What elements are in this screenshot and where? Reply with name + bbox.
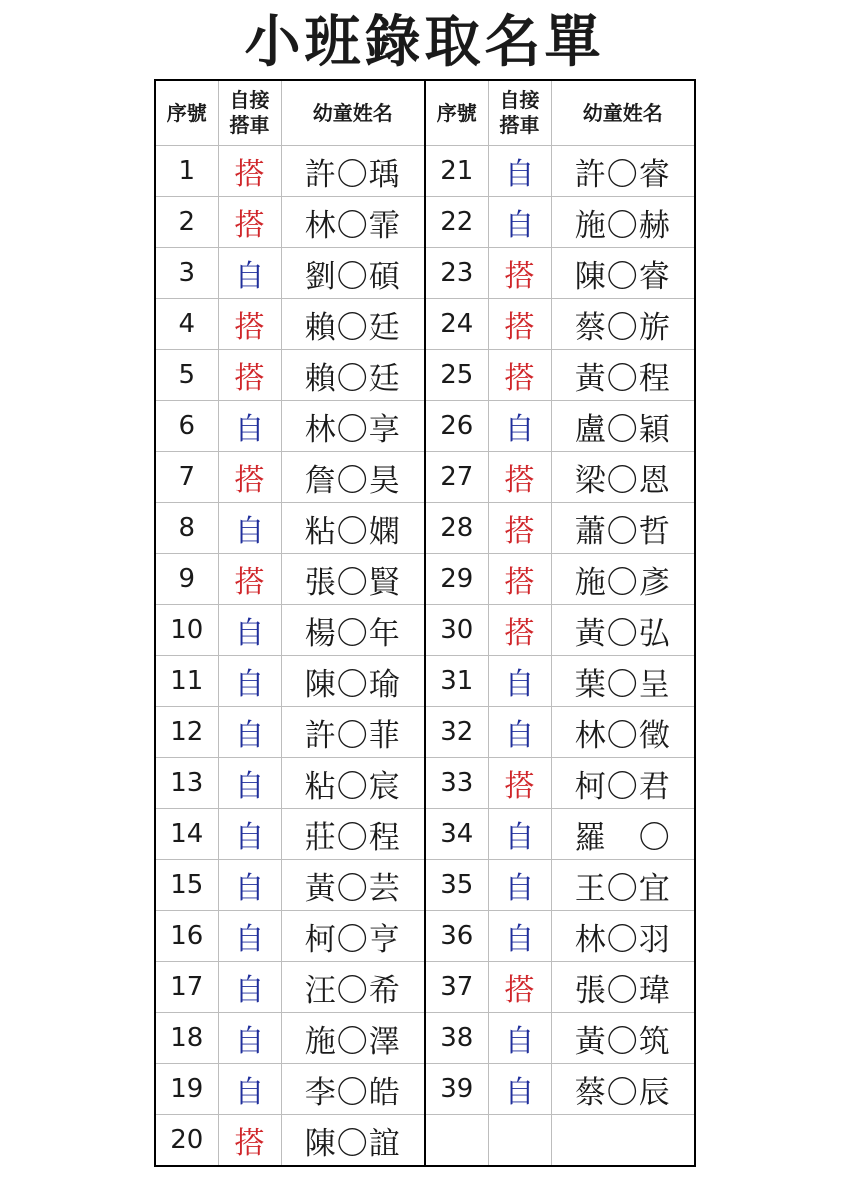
table-row — [155, 809, 695, 860]
left-child-name: 莊〇程 — [281, 809, 425, 860]
left-serial-number: 14 — [155, 809, 218, 860]
right-pickup-mode: 搭 — [488, 554, 551, 605]
right-child-name: 蔡〇旂 — [551, 299, 695, 350]
right-serial-number: 22 — [425, 197, 488, 248]
table-row — [155, 503, 695, 554]
table-row — [155, 248, 695, 299]
left-serial-number: 9 — [155, 554, 218, 605]
right-pickup-mode: 自 — [488, 401, 551, 452]
left-serial-number: 1 — [155, 146, 218, 197]
left-pickup-mode: 自 — [218, 707, 281, 758]
left-child-name: 陳〇瑜 — [281, 656, 425, 707]
right-pickup-mode: 自 — [488, 656, 551, 707]
right-pickup-mode: 搭 — [488, 299, 551, 350]
left-pickup-mode: 自 — [218, 809, 281, 860]
right-child-name: 林〇徵 — [551, 707, 695, 758]
left-child-name: 粘〇嫻 — [281, 503, 425, 554]
right-serial-number: 30 — [425, 605, 488, 656]
left-pickup-mode: 自 — [218, 503, 281, 554]
right-child-name: 蕭〇哲 — [551, 503, 695, 554]
right-pickup-mode: 搭 — [488, 503, 551, 554]
right-serial-number: 26 — [425, 401, 488, 452]
table-row — [155, 1064, 695, 1115]
left-serial-number: 8 — [155, 503, 218, 554]
right-serial-number: 24 — [425, 299, 488, 350]
right-pickup-mode — [488, 1115, 551, 1167]
right-pickup-mode: 搭 — [488, 452, 551, 503]
right-pickup-mode: 搭 — [488, 605, 551, 656]
right-serial-number: 23 — [425, 248, 488, 299]
table-row — [155, 452, 695, 503]
right-child-name: 蔡〇辰 — [551, 1064, 695, 1115]
table-row — [155, 299, 695, 350]
left-serial-number: 5 — [155, 350, 218, 401]
right-pickup-mode: 自 — [488, 1064, 551, 1115]
left-serial-number: 7 — [155, 452, 218, 503]
right-child-name — [551, 1115, 695, 1167]
left-serial-number: 17 — [155, 962, 218, 1013]
right-serial-number — [425, 1115, 488, 1167]
table-row — [155, 707, 695, 758]
left-child-name: 賴〇廷 — [281, 350, 425, 401]
header-mode — [218, 80, 281, 146]
right-serial-number: 36 — [425, 911, 488, 962]
right-child-name: 張〇瑋 — [551, 962, 695, 1013]
right-child-name: 施〇彥 — [551, 554, 695, 605]
left-child-name: 林〇享 — [281, 401, 425, 452]
right-child-name: 許〇睿 — [551, 146, 695, 197]
left-serial-number: 16 — [155, 911, 218, 962]
left-pickup-mode: 自 — [218, 962, 281, 1013]
table-row — [155, 401, 695, 452]
table-row — [155, 146, 695, 197]
table-row — [155, 197, 695, 248]
right-pickup-mode: 自 — [488, 707, 551, 758]
right-child-name: 盧〇穎 — [551, 401, 695, 452]
left-pickup-mode: 自 — [218, 1064, 281, 1115]
table-row — [155, 605, 695, 656]
left-pickup-mode: 自 — [218, 860, 281, 911]
right-serial-number: 35 — [425, 860, 488, 911]
table-row — [155, 758, 695, 809]
right-serial-number: 33 — [425, 758, 488, 809]
left-pickup-mode: 搭 — [218, 452, 281, 503]
left-pickup-mode: 自 — [218, 911, 281, 962]
right-pickup-mode: 自 — [488, 860, 551, 911]
table-row — [155, 554, 695, 605]
right-child-name: 林〇羽 — [551, 911, 695, 962]
left-child-name: 劉〇碩 — [281, 248, 425, 299]
left-pickup-mode: 搭 — [218, 299, 281, 350]
header-mode-line1: 自接 — [229, 88, 270, 112]
header-mode-line1: 自接 — [499, 88, 540, 112]
right-serial-number: 38 — [425, 1013, 488, 1064]
right-serial-number: 25 — [425, 350, 488, 401]
left-pickup-mode: 搭 — [218, 554, 281, 605]
left-child-name: 施〇澤 — [281, 1013, 425, 1064]
left-child-name: 楊〇年 — [281, 605, 425, 656]
left-serial-number: 11 — [155, 656, 218, 707]
right-serial-number: 37 — [425, 962, 488, 1013]
left-child-name: 林〇霏 — [281, 197, 425, 248]
left-serial-number: 18 — [155, 1013, 218, 1064]
right-serial-number: 34 — [425, 809, 488, 860]
left-serial-number: 13 — [155, 758, 218, 809]
left-child-name: 賴〇廷 — [281, 299, 425, 350]
left-child-name: 許〇菲 — [281, 707, 425, 758]
header-name: 幼童姓名 — [281, 80, 425, 146]
table-row — [155, 1115, 695, 1167]
right-pickup-mode: 搭 — [488, 350, 551, 401]
left-serial-number: 2 — [155, 197, 218, 248]
left-serial-number: 20 — [155, 1115, 218, 1167]
header-row — [155, 80, 695, 146]
left-child-name: 李〇皓 — [281, 1064, 425, 1115]
left-serial-number: 4 — [155, 299, 218, 350]
left-pickup-mode: 搭 — [218, 1115, 281, 1167]
left-child-name: 黃〇芸 — [281, 860, 425, 911]
right-serial-number: 28 — [425, 503, 488, 554]
left-pickup-mode: 自 — [218, 656, 281, 707]
right-child-name: 梁〇恩 — [551, 452, 695, 503]
right-child-name: 黃〇弘 — [551, 605, 695, 656]
right-child-name: 施〇赫 — [551, 197, 695, 248]
left-pickup-mode: 自 — [218, 248, 281, 299]
right-child-name: 王〇宜 — [551, 860, 695, 911]
left-child-name: 許〇瑀 — [281, 146, 425, 197]
table-row — [155, 350, 695, 401]
right-serial-number: 32 — [425, 707, 488, 758]
header-mode-line2: 搭車 — [499, 113, 540, 137]
right-serial-number: 39 — [425, 1064, 488, 1115]
left-pickup-mode: 搭 — [218, 197, 281, 248]
left-pickup-mode: 自 — [218, 1013, 281, 1064]
left-child-name: 粘〇宸 — [281, 758, 425, 809]
header-no: 序號 — [155, 80, 218, 146]
right-child-name: 柯〇君 — [551, 758, 695, 809]
left-pickup-mode: 搭 — [218, 146, 281, 197]
right-serial-number: 27 — [425, 452, 488, 503]
page-title: 小班錄取名單 — [244, 10, 605, 75]
left-child-name: 張〇賢 — [281, 554, 425, 605]
table-row — [155, 1013, 695, 1064]
left-pickup-mode: 自 — [218, 401, 281, 452]
admission-table — [154, 79, 696, 1167]
left-serial-number: 19 — [155, 1064, 218, 1115]
left-child-name: 柯〇亨 — [281, 911, 425, 962]
right-pickup-mode: 搭 — [488, 248, 551, 299]
right-pickup-mode: 自 — [488, 809, 551, 860]
left-child-name: 陳〇誼 — [281, 1115, 425, 1167]
table-row — [155, 962, 695, 1013]
left-serial-number: 3 — [155, 248, 218, 299]
table-row — [155, 911, 695, 962]
right-pickup-mode: 自 — [488, 146, 551, 197]
left-serial-number: 15 — [155, 860, 218, 911]
right-child-name: 陳〇睿 — [551, 248, 695, 299]
left-pickup-mode: 自 — [218, 758, 281, 809]
header-no: 序號 — [425, 80, 488, 146]
right-pickup-mode: 自 — [488, 911, 551, 962]
left-child-name: 詹〇昊 — [281, 452, 425, 503]
right-child-name: 葉〇呈 — [551, 656, 695, 707]
left-pickup-mode: 搭 — [218, 350, 281, 401]
header-mode — [488, 80, 551, 146]
right-serial-number: 31 — [425, 656, 488, 707]
right-pickup-mode: 自 — [488, 197, 551, 248]
table-row — [155, 656, 695, 707]
right-child-name: 黃〇筑 — [551, 1013, 695, 1064]
left-serial-number: 12 — [155, 707, 218, 758]
left-child-name: 汪〇希 — [281, 962, 425, 1013]
header-name: 幼童姓名 — [551, 80, 695, 146]
table-row — [155, 860, 695, 911]
right-pickup-mode: 搭 — [488, 962, 551, 1013]
right-serial-number: 21 — [425, 146, 488, 197]
header-mode-line2: 搭車 — [229, 113, 270, 137]
right-pickup-mode: 搭 — [488, 758, 551, 809]
right-child-name: 羅 〇 — [551, 809, 695, 860]
right-serial-number: 29 — [425, 554, 488, 605]
left-serial-number: 6 — [155, 401, 218, 452]
right-pickup-mode: 自 — [488, 1013, 551, 1064]
left-serial-number: 10 — [155, 605, 218, 656]
right-child-name: 黃〇程 — [551, 350, 695, 401]
left-pickup-mode: 自 — [218, 605, 281, 656]
